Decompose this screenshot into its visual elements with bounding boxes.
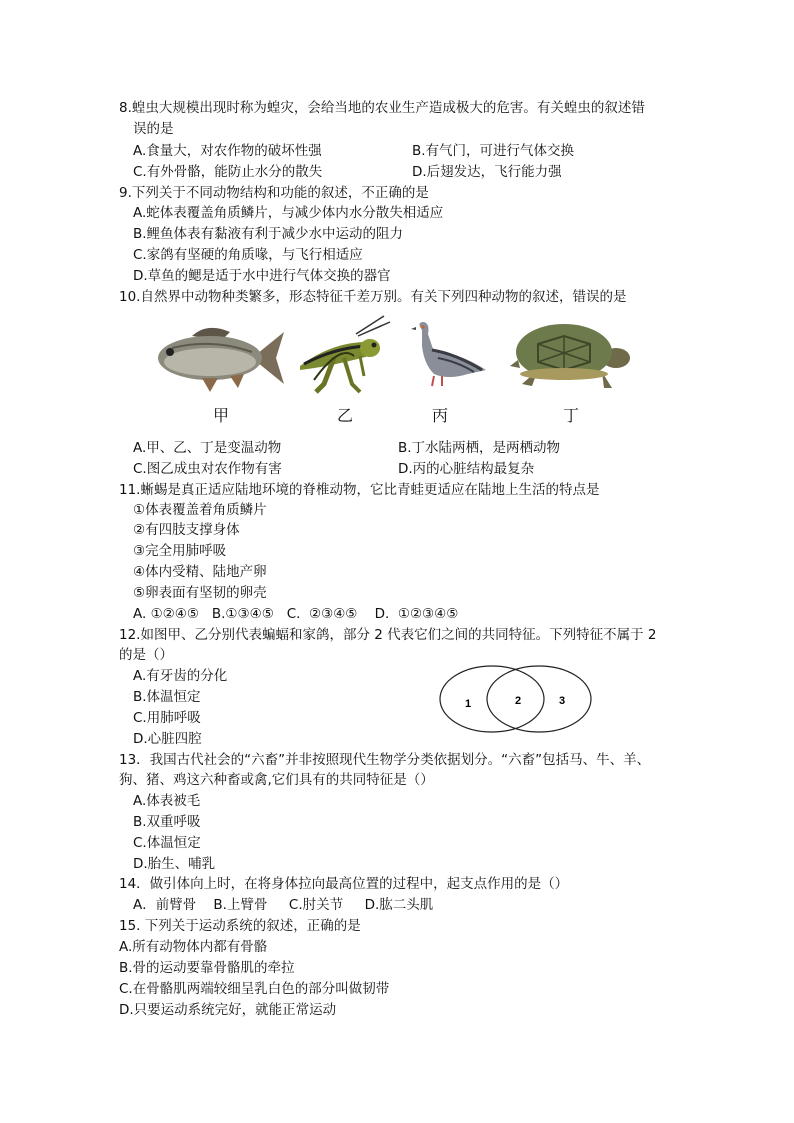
q15-option-d: D.只要运动系统完好，就能正常运动 [119, 1002, 337, 1018]
q10-option-d: D.丙的心脏结构最复杂 [398, 461, 535, 477]
q11-item-2: ②有四肢支撑身体 [133, 522, 240, 538]
q12-option-a: A.有牙齿的分化 [133, 668, 228, 684]
q8-option-b: B.有气门，可进行气体交换 [412, 143, 575, 159]
venn-label-1: 1 [465, 698, 472, 710]
q15-option-c: C.在骨骼肌两端较细呈乳白色的部分叫做韧带 [119, 981, 390, 997]
q12-stem-line1: 12.如图甲、乙分别代表蝙蝠和家鸽，部分 2 代表它们之间的共同特征。下列特征不属于 2 [119, 627, 657, 643]
q13-option-b: B.双重呼吸 [133, 814, 201, 830]
caption-ding: 丁 [563, 406, 580, 425]
q12-option-d: D.心脏四腔 [133, 731, 202, 747]
venn-circle-left [440, 666, 544, 732]
fish-image [152, 318, 288, 398]
turtle-image [508, 314, 634, 394]
q8-option-c: C.有外骨骼，能防止水分的散失 [133, 164, 323, 180]
q9-option-c: C.家鸽有坚硬的角质喙，与飞行相适应 [133, 247, 363, 263]
q9-option-d: D.草鱼的鳃是适于水中进行气体交换的器官 [133, 268, 391, 284]
q8-option-d: D.后翅发达，飞行能力强 [412, 164, 562, 180]
q13-option-c: C.体温恒定 [133, 835, 201, 851]
pigeon-image [408, 318, 492, 390]
q12-stem-line2: 的是（） [119, 647, 173, 663]
q11-item-4: ④体内受精、陆地产卵 [133, 564, 267, 580]
venn-label-3: 3 [559, 695, 566, 707]
q8-option-a: A.食量大，对农作物的破坏性强 [133, 143, 322, 159]
q13-option-a: A.体表被毛 [133, 793, 201, 809]
q11-stem: 11.蜥蜴是真正适应陆地环境的脊椎动物，它比青蛙更适应在陆地上生活的特点是 [119, 482, 600, 498]
grasshopper-image [294, 314, 394, 396]
q8-stem-line2: 误的是 [133, 121, 174, 137]
q14-options: A．前臂骨 B.上臂骨 C.肘关节 D.肱二头肌 [133, 897, 434, 913]
q13-stem-line1: 13．我国古代社会的“六畜”并非按照现代生物学分类依据划分。“六畜”包括马、牛、羊、 [119, 752, 651, 768]
venn-circle-right [487, 666, 591, 732]
q11-options: A. ①②④⑤ B.①③④⑤ C. ②③④⑤ D. ①②③④⑤ [133, 606, 459, 622]
q9-option-b: B.鲤鱼体表有黏液有利于减少水中运动的阻力 [133, 226, 404, 242]
q13-stem-line2: 狗、猪、鸡这六种畜或禽,它们具有的共同特征是（） [119, 772, 434, 788]
venn-diagram [437, 662, 595, 736]
q15-option-b: B.骨的运动要靠骨骼肌的牵拉 [119, 960, 295, 976]
caption-jia: 甲 [213, 406, 230, 425]
q12-option-c: C.用肺呼吸 [133, 710, 201, 726]
q10-stem: 10.自然界中动物种类繁多，形态特征千差万别。有关下列四种动物的叙述，错误的是 [119, 289, 627, 305]
q9-stem: 9.下列关于不同动物结构和功能的叙述，不正确的是 [119, 185, 429, 201]
q11-item-3: ③完全用肺呼吸 [133, 543, 227, 559]
q10-option-b: B.丁水陆两栖，是两栖动物 [398, 440, 561, 456]
q11-item-5: ⑤卵表面有坚韧的卵壳 [133, 585, 267, 601]
q12-option-b: B.体温恒定 [133, 689, 201, 705]
caption-bing: 丙 [432, 406, 449, 425]
venn-label-2: 2 [515, 695, 522, 707]
q14-stem: 14．做引体向上时，在将身体拉向最高位置的过程中，起支点作用的是（） [119, 876, 569, 892]
q9-option-a: A.蛇体表覆盖角质鳞片，与减少体内水分散失相适应 [133, 205, 444, 221]
q10-option-a: A.甲、乙、丁是变温动物 [133, 440, 282, 456]
q11-item-1: ①体表覆盖着角质鳞片 [133, 502, 267, 518]
q15-option-a: A.所有动物体内都有骨骼 [119, 939, 268, 955]
q8-stem-line1: 8.蝗虫大规模出现时称为蝗灾，会给当地的农业生产造成极大的危害。有关蝗虫的叙述错 [119, 100, 645, 116]
q15-stem: 15. 下列关于运动系统的叙述，正确的是 [119, 918, 361, 934]
q10-option-c: C.图乙成虫对农作物有害 [133, 461, 282, 477]
caption-yi: 乙 [337, 406, 354, 425]
q13-option-d: D.胎生、哺乳 [133, 856, 216, 872]
